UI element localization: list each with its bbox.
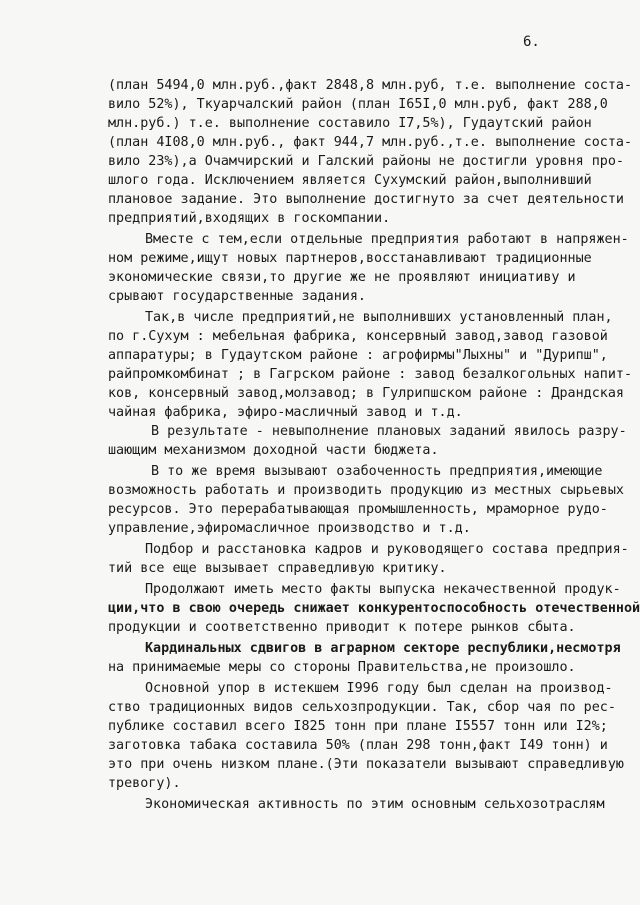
text-line: вило 23%),а Очамчирский и Галский районы не достигли уровня про- <box>108 154 624 169</box>
text-line: тревогу). <box>108 776 181 791</box>
text-line: экономические связи,то другие же не проявляют инициативу и <box>108 270 576 285</box>
text-line: В результате - невыполнение плановых заданий явилось разру- <box>151 424 627 439</box>
text-line: на принимаемые меры со стороны Правительства,не произошло. <box>108 660 576 675</box>
text-line: шающим механизмом доходной части бюджета. <box>108 443 439 458</box>
text-line: Кардинальных сдвигов в аграрном секторе республики,несмотря <box>145 641 621 656</box>
text-line: райпромкомбинат ; в Гагрском районе : завод безалкогольных напит- <box>108 367 633 382</box>
text-line: Основной упор в истекшем I996 году был сделан на производ- <box>145 681 613 696</box>
text-line: это при очень низком плане.(Эти показатели вызывают справедливую <box>108 757 624 772</box>
text-line: публике составил всего I825 тонн при плане I5557 тонн или I2%; <box>108 719 608 734</box>
text-line: Вместе с тем,если отдельные предприятия работают в напряжен- <box>145 232 629 247</box>
text-line: (план 5494,0 млн.руб.,факт 2848,8 млн.руб, т.е. выполнение соста- <box>108 78 633 93</box>
text-line: срывают государственные задания. <box>108 289 366 304</box>
text-line: вило 52%), Ткуарчалский район (план I65I,0 млн.руб, факт 288,0 <box>108 97 608 112</box>
text-line: возможность работать и производить продукцию из местных сырьевых <box>108 483 624 498</box>
text-line: чайная фабрика, эфиро-масличный завод и т.д. <box>108 405 463 420</box>
text-line: предприятий,входящих в госкомпании. <box>108 211 391 226</box>
text-line: ков, консервный завод,молзавод; в Гулрипшском районе : Драндская <box>108 386 624 401</box>
text-line: тий все еще вызывает справедливую критику. <box>108 561 447 576</box>
page-number: 6. <box>523 34 540 50</box>
text-line: аппаратуры; в Гудаутском районе : агрофирмы"Лыхны" и "Дурипш", <box>108 348 608 363</box>
text-line: Так,в числе предприятий,не выполнивших установленный план, <box>145 310 613 325</box>
text-line: млн.руб.) т.е. выполнение составило I7,5%), Гудаутский район <box>108 116 592 131</box>
text-line: управление,эфиромасличное производство и т.д. <box>108 521 471 536</box>
text-line: (план 4I08,0 млн.руб., факт 944,7 млн.руб.,т.е. выполнение соста- <box>108 135 633 150</box>
text-line: ство традиционных видов сельхозпродукции. Так, сбор чая по рес- <box>108 700 616 715</box>
text-line: В то же время вызывают озабоченность предприятия,имеющие <box>151 464 603 479</box>
text-line: ции,что в свою очередь снижает конкурентоспособность отечественной <box>108 601 640 616</box>
text-line: Экономическая активность по этим основным сельхозотраслям <box>145 797 605 812</box>
text-line: плановое задание. Это выполнение достигнуто за счет деятельности <box>108 192 624 207</box>
text-line: ресурсов. Это перерабатывающая промышленность, мраморное рудо- <box>108 502 608 517</box>
text-line: шлого года. Исключением является Сухумский район,выполнивший <box>108 173 592 188</box>
text-line: по г.Сухум : мебельная фабрика, консервный завод,завод газовой <box>108 329 608 344</box>
text-line: продукции и соответственно приводит к потере рынков сбыта. <box>108 620 576 635</box>
text-line: Продолжают иметь место факты выпуска некачественной продук- <box>145 582 621 597</box>
text-line: ном режиме,ищут новых партнеров,восстанавливают традиционные <box>108 251 592 266</box>
text-line: Подбор и расстановка кадров и руководящего состава предприя- <box>145 542 629 557</box>
text-line: заготовка табака составила 50% (план 298 тонн,факт I49 тонн) и <box>108 738 608 753</box>
